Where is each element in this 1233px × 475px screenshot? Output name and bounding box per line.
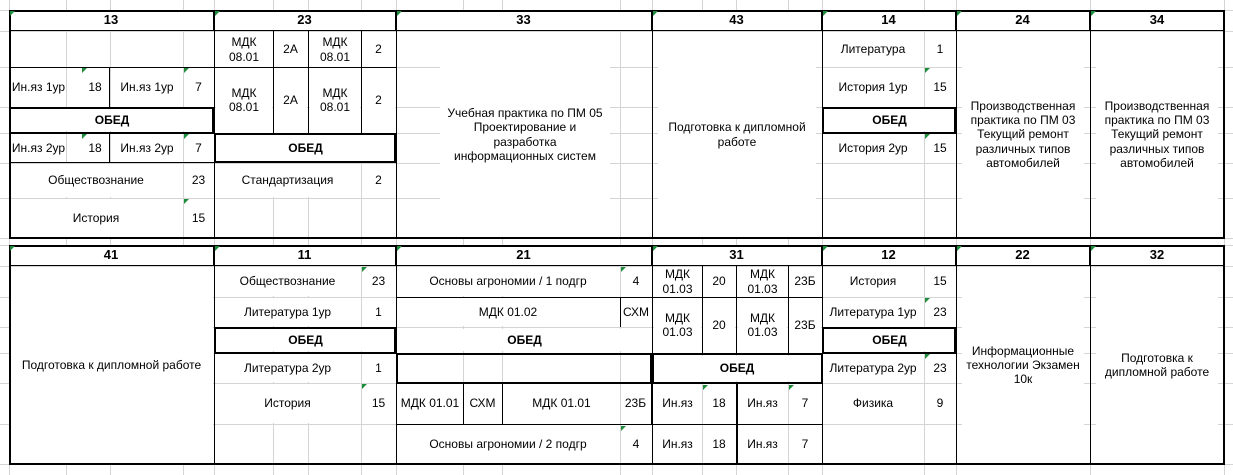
subject-cell: Ин.яз 2ур (11, 134, 66, 162)
subject-cell: История (823, 267, 923, 296)
room-cell: 1 (362, 298, 395, 326)
lunch-cell: ОБЕД (825, 109, 954, 131)
subject-cell: МДК 08.01 (310, 33, 360, 66)
exam-cell: Информационные технологии Экзамен 10к (962, 267, 1084, 463)
group-header-13: 13 (9, 10, 214, 31)
room-cell: 2 (362, 68, 395, 132)
subject-cell: МДК 08.01 (216, 68, 272, 132)
room-cell: 18 (81, 134, 109, 162)
practice-cell: Производственная практика по ПМ 03 Текущий ремонт различных типов автомобилей (962, 32, 1084, 237)
subject-cell: МДК 08.01 (216, 33, 272, 66)
lunch-cell: ОБЕД (217, 135, 394, 161)
thesis-cell: Подготовка к дипломной работе (10, 267, 213, 463)
subject-cell: Ин.яз (654, 426, 701, 463)
subject-cell: Литература 2ур (823, 354, 923, 382)
room-cell: 7 (184, 134, 213, 162)
room-cell: 9 (925, 384, 955, 423)
group-header-24: 24 (956, 10, 1090, 31)
lunch-cell: ОБЕД (399, 329, 650, 351)
room-cell: 2А (274, 33, 307, 66)
practice-cell: Производственная практика по ПМ 03 Текущий ремонт различных типов автомобилей (1096, 32, 1218, 237)
room-cell: СХМ (621, 298, 651, 326)
practice-cell: Учебная практика по ПМ 05 Проектирование и разработка информационных систем (440, 32, 610, 237)
group-header-31: 31 (652, 245, 822, 266)
subject-cell: История 1ур (823, 68, 923, 106)
subject-cell: Основы агрономии / 2 подгр (397, 425, 619, 463)
room-cell: 23 (925, 354, 955, 382)
room-cell: 2 (362, 164, 395, 197)
room-cell: 4 (621, 425, 651, 463)
room-cell: СХМ (464, 385, 501, 422)
subject-cell: МДК 01.03 (654, 298, 701, 352)
subject-cell: Физика (823, 384, 923, 423)
group-header-41: 41 (9, 245, 214, 266)
room-cell: 2А (274, 68, 307, 132)
room-cell: 15 (925, 134, 955, 162)
group-header-22: 22 (956, 245, 1090, 266)
subject-cell: МДК 08.01 (310, 68, 360, 132)
room-cell: 15 (925, 267, 955, 296)
subject-cell: Ин.яз (654, 385, 701, 422)
group-header-43: 43 (652, 10, 822, 31)
subject-cell: МДК 01.02 (397, 298, 619, 326)
thesis-cell: Подготовка к дипломной работе (658, 32, 816, 237)
subject-cell: Литература 1ур (823, 298, 923, 326)
room-cell: 1 (925, 32, 955, 66)
room-cell: 7 (789, 426, 821, 463)
room-cell: 15 (362, 384, 395, 423)
subject-cell: Литература 1ур (215, 298, 360, 326)
group-header-11: 11 (214, 245, 396, 266)
subject-cell: Обществознание (215, 267, 360, 296)
room-cell: 23Б (789, 298, 821, 352)
group-header-14: 14 (822, 10, 956, 31)
subject-cell: МДК 01.03 (654, 267, 701, 296)
room-cell: 18 (703, 385, 735, 422)
room-cell: 23 (184, 164, 213, 197)
subject-cell: МДК 01.01 (398, 385, 462, 422)
room-cell: 18 (81, 68, 109, 106)
lunch-cell: ОБЕД (12, 109, 212, 131)
room-cell: 23 (362, 267, 395, 296)
room-cell: 4 (621, 267, 651, 296)
subject-cell: Ин.яз 2ур (111, 134, 183, 162)
room-cell: 20 (703, 267, 735, 296)
lunch-cell: ОБЕД (825, 329, 954, 351)
group-header-21: 21 (396, 245, 652, 266)
subject-cell: МДК 01.03 (738, 298, 787, 352)
subject-cell: МДК 01.01 (504, 385, 619, 422)
room-cell: 1 (362, 354, 395, 382)
group-header-23: 23 (214, 10, 396, 31)
room-cell: 18 (703, 426, 735, 463)
subject-cell: Стандартизация (215, 164, 360, 197)
room-cell: 7 (789, 385, 821, 422)
lunch-cell: ОБЕД (217, 329, 394, 351)
room-cell: 2 (362, 33, 395, 66)
subject-cell: История (10, 199, 182, 237)
subject-cell: МДК 01.03 (738, 267, 787, 296)
room-cell: 23 (925, 298, 955, 326)
room-cell: 7 (184, 68, 213, 106)
group-header-34: 34 (1090, 10, 1224, 31)
subject-cell: Ин.яз 1ур (111, 68, 183, 106)
subject-cell: Ин.яз (738, 385, 787, 422)
group-header-12: 12 (822, 245, 956, 266)
room-cell: 20 (703, 298, 735, 352)
room-cell: 23Б (621, 385, 650, 422)
lunch-cell: ОБЕД (655, 356, 819, 381)
room-cell: 15 (184, 199, 213, 237)
subject-cell: Ин.яз 1ур (11, 68, 66, 106)
subject-cell: Литература 2ур (215, 354, 360, 382)
subject-cell: Ин.яз (738, 426, 787, 463)
subject-cell: Обществознание (10, 164, 182, 197)
subject-cell: Литература (823, 32, 923, 66)
room-cell: 15 (925, 68, 955, 106)
subject-cell: Основы агрономии / 1 подгр (397, 267, 619, 296)
subject-cell: История 2ур (823, 134, 923, 162)
group-header-32: 32 (1090, 245, 1224, 266)
subject-cell: История (215, 384, 360, 423)
room-cell: 23Б (789, 267, 821, 296)
group-header-33: 33 (396, 10, 652, 31)
thesis-cell: Подготовка к дипломной работе (1096, 267, 1218, 463)
